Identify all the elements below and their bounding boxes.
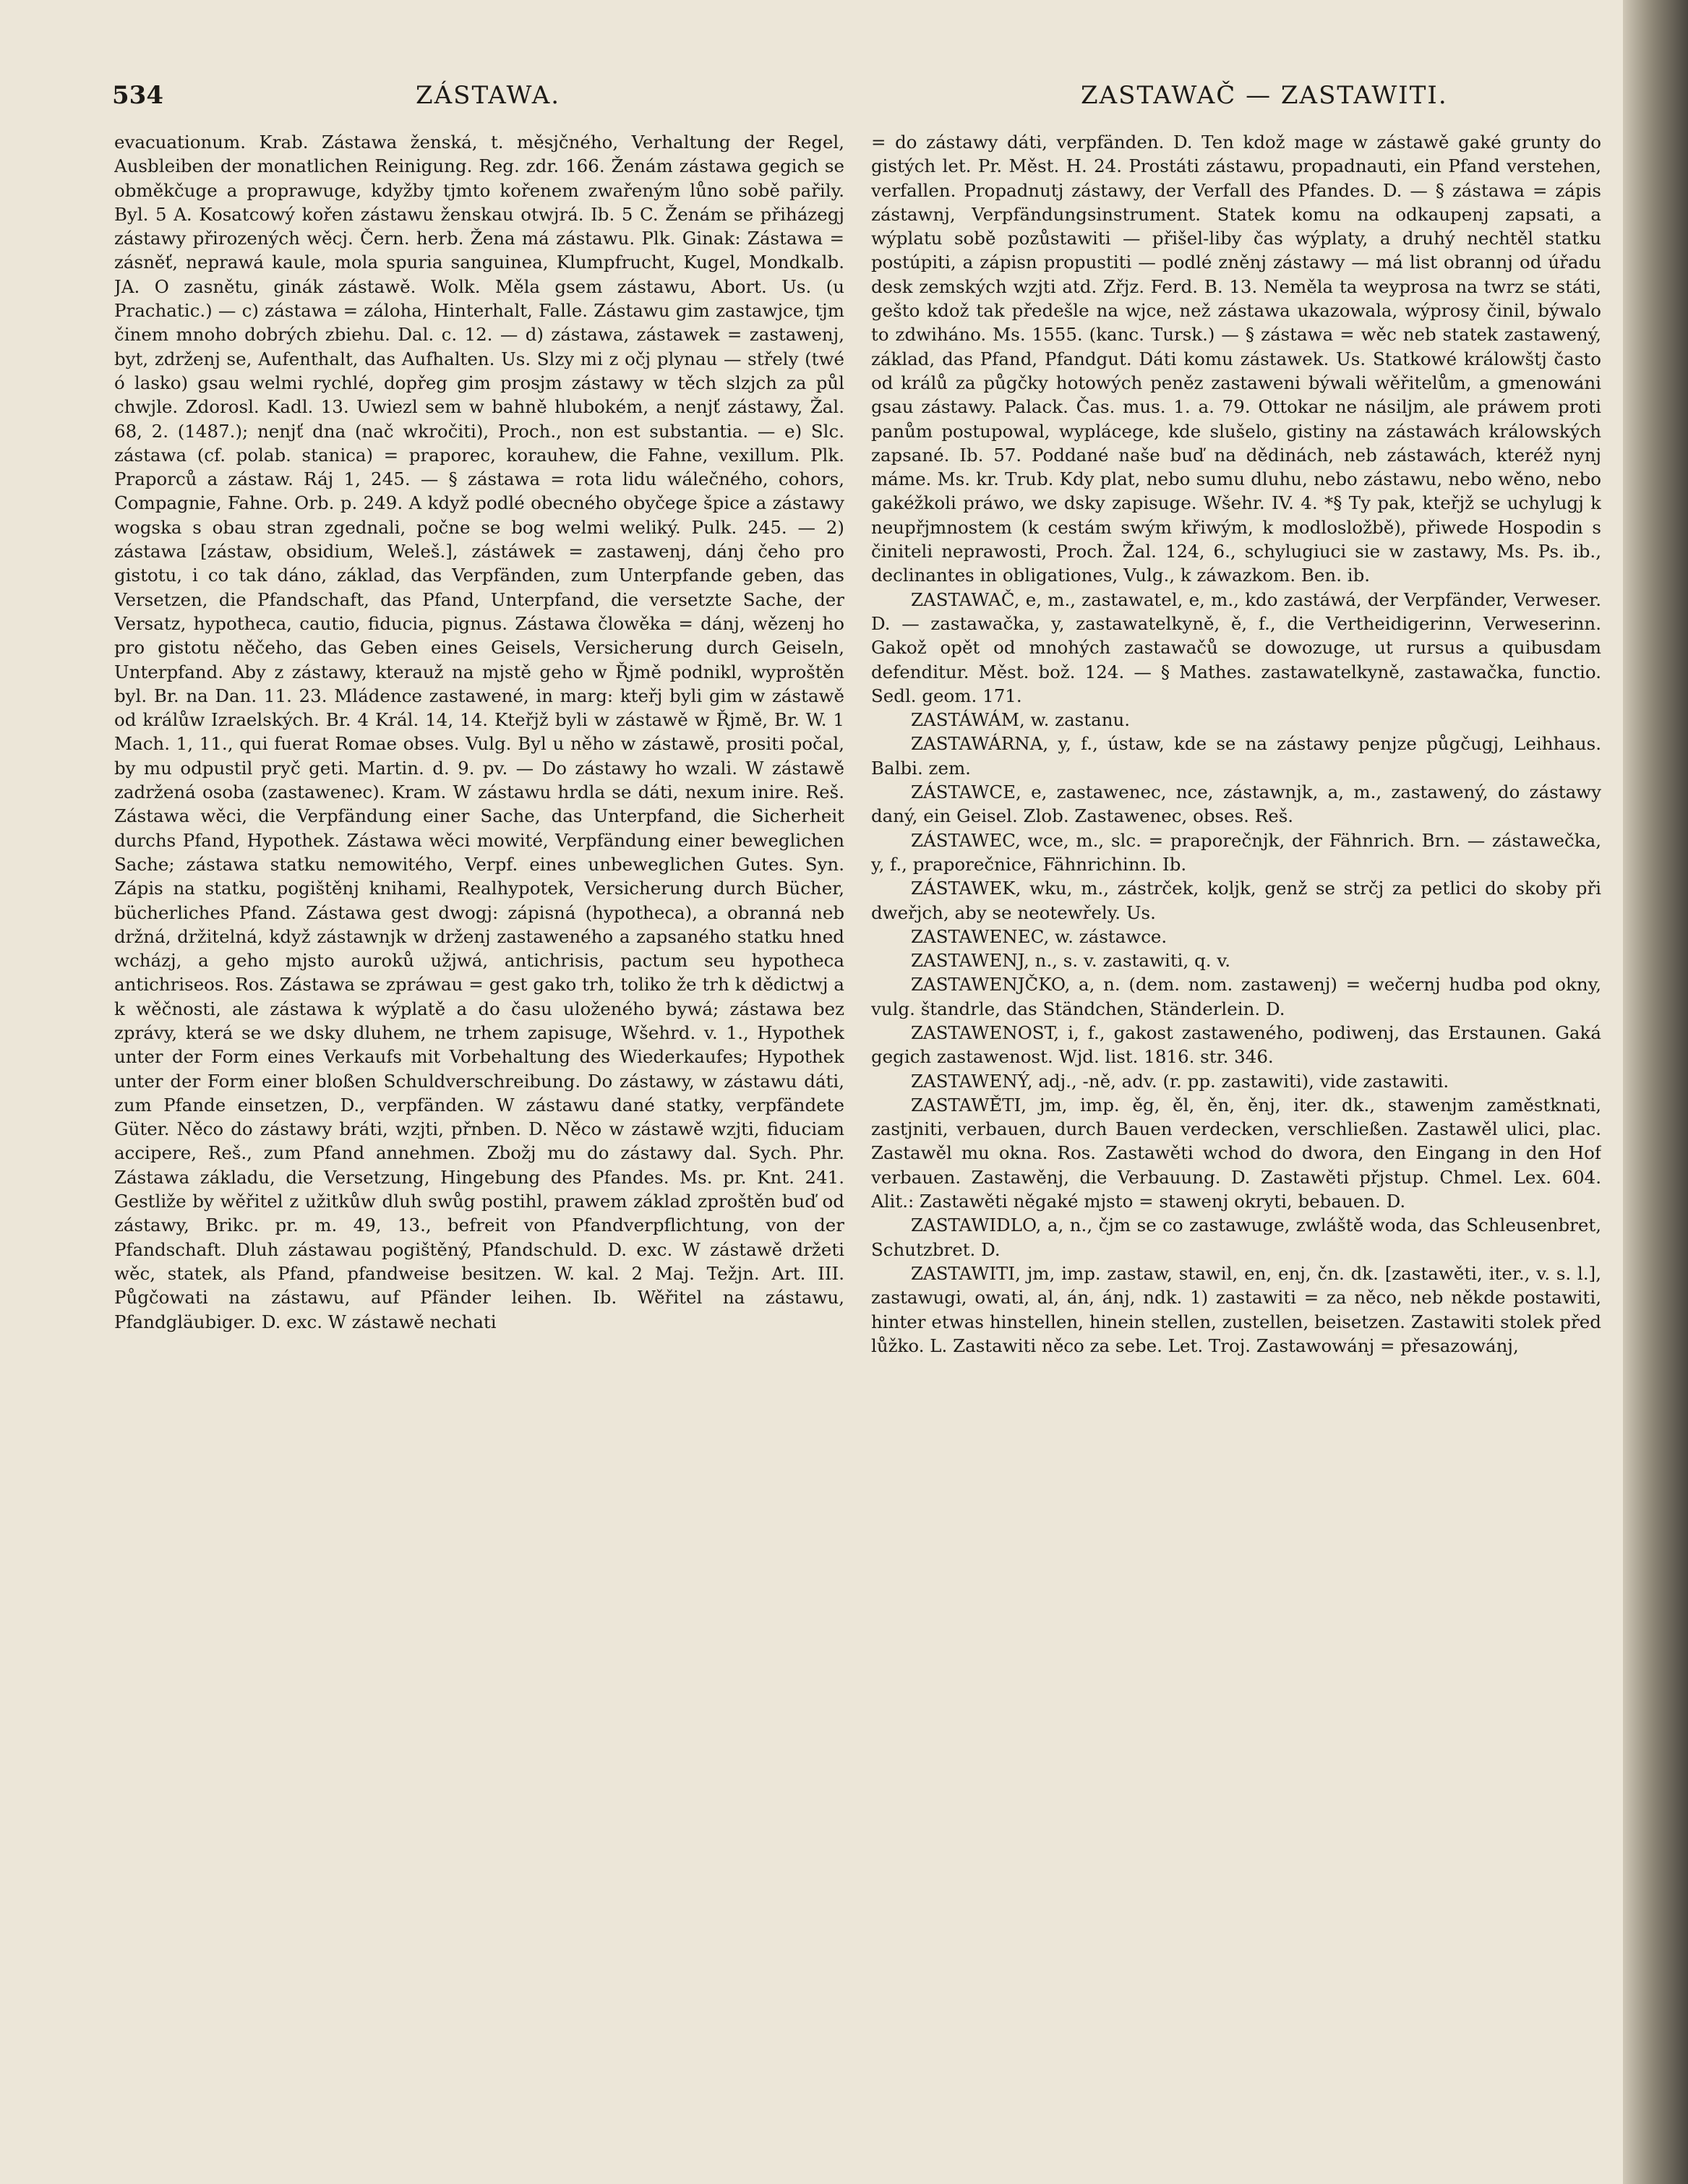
entry-zastawenec: ZASTAWENEC, w. zástawce. xyxy=(911,925,1168,947)
entry-zastawiti: ZASTAWITI, jm, imp. zastaw, stawil, en, enj, čn. dk. [zastawěti, iter., v. s. l.], zastawugi, owati, al, án, ánj, ndk. 1) zastawiti = za něco, neb někde postawiti, hinter etwas hinstellen, hinein stellen, zustellen, beisetzen. Zastawiti stolek před lůžko. L. Zastawiti něco za sebe. Let. Troj. Zastawowánj = přesazowánj, xyxy=(871,1262,1601,1356)
book-spine xyxy=(1623,0,1688,2184)
entry-zastawce: ZÁSTAWCE, e, zastawenec, nce, zástawnjk, a, m., zastawený, do zástawy daný, ein Geisel. Zlob. Zastawenec, obses. Reš. xyxy=(871,781,1601,827)
page-header xyxy=(112,81,1598,124)
entry-zastawec: ZÁSTAWEC, wce, m., slc. = praporečnjk, der Fähnrich. Brn. — zástawečka, y, f., praporečnice, Fähnrichinn. Ib. xyxy=(871,829,1601,875)
entry-zastawam: ZASTÁWÁM, w. zastanu. xyxy=(911,709,1131,731)
right-column xyxy=(871,130,1601,2154)
entry-text: evacuationum. Krab. Zástawa ženská, t. měsjčného, Verhaltung der Regel, Ausbleiben der monatlichen Reinigung. Reg. zdr. 166. Ženám zástawa gegich se obměkčuge a proprawuge, kdyžby tjmto kořenem zwařeným lůno sobě pařily. Byl. 5 A. Kosatcowý kořen zástawu ženskau otwjrá. Ib. 5 C. Ženám se přiházegj zástawy přirozených wěcj. Čern. herb. Žena má zástawu. Plk. Ginak: Zástawa = zásněť, neprawá kaule, mola spuria sanguinea, Klumpfrucht, Kugel, Mondkalb. JA. O zasnětu, ginák zástawě. Wolk. Měla gsem zástawu, Abort. Us. (u Prachatic.) — c) zástawa = záloha, Hinterhalt, Falle. Zástawu gim zastawjce, tjm činem mnoho dobrých zbiehu. Dal. c. 12. — d) zástawa, zástawek = zastawenj, byt, zdrženj se, Aufenthalt, das Aufhalten. Us. Slzy mi z očj plynau — střely (twé ó lasko) gsau welmi rychlé, dopřeg gim prosjm zástawy w těch slzjch za půl chwjle. Zdorosl. Kadl. 13. Uwiezl sem w bahně hlubokém, a nenjť zástawy, Žal. 68, 2. (1487.); nenjť dna (nač wkročiti), Proch., non est substantia. — e) Slc. zástawa (cf. polab. stanica) = praporec, korauhew, die Fahne, vexillum. Plk. Praporců a zástaw. Ráj 1, 245. — § zástawa = rota lidu wálečného, cohors, Compagnie, Fahne. Orb. p. 249. A když podlé obecného obyčege špice a zástawy wogska s obau stran zgednali, počne se bog welmi weliký. Pulk. 245. — 2) zástawa [zástaw, obsidium, Weleš.], zástáwek = zastawenj, dánj čeho pro gistotu, i co tak dáno, základ, das Verpfänden, zum Unterpfande geben, das Versetzen, die Pfandschaft, das Pfand, Unterpfand, die versetzte Sache, der Versatz, hypotheca, cautio, fiducia, pignus. Zástawa člowěka = dánj, wězenj ho pro gistotu něčeho, das Geben eines Geisels, Versicherung durch Geiseln, Unterpfand. Aby z zástawy, kterauž na mjstě geho w Řjmě podnikl, wyproštěn byl. Br. na Dan. 11. 23. Mládence zastawené, in marg: kteřj byli gim w zástawě od králůw Izraelských. Br. 4 Král. 14, 14. Kteřjž byli w zástawě w Řjmě, Br. W. 1 Mach. 1, 11., qui fuerat Romae obses. Vulg. Byl u něho w zástawě, prositi počal, by mu odpustil pryč geti. Martin. d. 9. pv. — Do zástawy ho wzali. W zástawě zadržená osoba (zastawenec). Kram. W zástawu hrdla se dáti, nexum inire. Reš. Zástawa wěci, die Verpfändung einer Sache, das Unterpfand, die Sicherheit durchs Pfand, Hypothek. Zástawa wěci mowité, Verpfändung einer beweglichen Sache; zástawa statku nemowitého, Verpf. eines unbeweglichen Gutes. Syn. Zápis na statku, pogištěnj knihami, Realhypotek, Versicherung durch Bücher, bücherliches Pfand. Zástawa gest dwogj: zápisná (hypotheca), a obranná neb držná, držitelná, když zástawnjk w drženj zastaweného a zapsaného statku hned wcházj, a geho mjsto auroků užjwá, antichrisis, pactum seu hypotheca antichriseos. Ros. Zástawa se zpráwau = gest gako trh, toliko že trh k dědictwj a k wěčnosti, ale zástawa k wýplatě a do času uloženého bywá; zástawa bez zprávy, která se we dsky dluhem, ne trhem zapisuge, Wšehrd. v. 1., Hypothek unter der Form eines Verkaufs mit Vorbehaltung des Wiederkaufes; Hypothek unter der Form einer bloßen Schuldverschreibung. Do zástawy, w zástawu dáti, zum Pfande einsetzen, D., verpfänden. W zástawu dané statky, verpfändete Güter. Něco do zástawy bráti, wzjti, přnben. D. Něco w zástawě wzjti, fiduciam accipere, Reš., zum Pfand annehmen. Zbožj mu do zástawy dal. Sych. Phr. Zástawa základu, die Versetzung, Hingebung des Pfandes. Ms. pr. Knt. 241. Gestliže by wěřitel z užitkůw dluh swůg postihl, prawem základ zproštěn buď od zástawy, Brikc. pr. m. 49, 13., befreit von Pfandverpflichtung, von der Pfandschaft. Dluh zástawau pogištěný, Pfandschuld. D. exc. W zástawě držeti wěc, statek, als Pfand, pfandweise besitzen. W. kal. 2 Maj. Težjn. Art. III. Půgčowati na zástawu, auf Pfänder leihen. Ib. Wěřitel na zástawu, Pfandgläubiger. D. exc. W zástawě nechati xyxy=(114,132,844,1332)
entry-zastaweti: ZASTAWĚTI, jm, imp. ěg, ěl, ěn, ěnj, iter. dk., stawenjm zaměstknati, zastjniti, verbauen, durch Bauen verdecken, verschließen. Zastawěl ulici, plac. Zastawěl mu okna. Ros. Zastawěti wchod do dwora, den Eingang in den Hof verbauen. Zastawěnj, die Verbauung. D. Zastawěti přjstup. Chmel. Lex. 604. Alit.: Zastawěti něgaké mjsto = stawenj okryti, bebauen. D. xyxy=(871,1094,1601,1212)
left-column xyxy=(114,130,844,2154)
entry-zastaweny: ZASTAWENÝ, adj., -ně, adv. (r. pp. zastawiti), vide zastawiti. xyxy=(911,1070,1449,1092)
entry-zastawarna: ZASTAWÁRNA, y, f., ústaw, kde se na zástawy penjze půgčugj, Leihhaus. Balbi. zem. xyxy=(871,733,1601,779)
entry-zastawac: ZASTAWAČ, e, m., zastawatel, e, m., kdo zastáwá, der Verpfänder, Verweser. D. — zastawačka, y, zastawatelkyně, ě, f., die Vertheidigerinn, Verweserinn. Gakož opět od mnohých zastawačů se dowozuge, ut rursus a quibusdam defenditur. Měst. bož. 124. — § Mathes. zastawatelkyně, zastawačka, functio. Sedl. geom. 171. xyxy=(871,588,1601,706)
right-running-title: ZASTAWAČ — ZASTAWITI. xyxy=(1081,81,1448,110)
entry-zastawenjcko: ZASTAWENJČKO, a, n. (dem. nom. zastawenj) = wečernj hudba pod okny, vulg. štandrle, das Ständchen, Ständerlein. D. xyxy=(871,974,1601,1019)
left-running-title: ZÁSTAWA. xyxy=(416,81,561,110)
entry-zastawenost: ZASTAWENOST, i, f., gakost zastaweného, podiwenj, das Erstaunen. Gaká gegich zastawenost. Wjd. list. 1816. str. 346. xyxy=(871,1022,1601,1068)
entry-zastawidlo: ZASTAWIDLO, a, n., čjm se co zastawuge, zwláště woda, das Schleusenbret, Schutzbret. D. xyxy=(871,1215,1601,1260)
entry-text: = do zástawy dáti, verpfänden. D. Ten kdož mage w zástawě gaké grunty do gistých let. Pr. Měst. H. 24. Prostáti zástawu, propadnauti, ein Pfand verstehen, verfallen. Propadnutj zástawy, der Verfall des Pfandes. D. — § zástawa = zápis zástawnj, Verpfändungsinstrument. Statek komu na odkaupenj zapsati, a wýplatu sobě pozůstawiti — přišel-liby čas wýplaty, a druhý nechtěl statku postúpiti, a zápisn propustiti — podlé zněnj zástawy — má list obrannj od úřadu desk zemských wzjti atd. Zřjz. Ferd. B. 13. Neměla ta weyprosa na twrz se státi, gešto kdož tak předešle na wjce, než zástawa ukazowala, wýprosy činil, býwalo to zdwiháno. Ms. 1555. (kanc. Tursk.) — § zástawa = wěc neb statek zastawený, základ, das Pfand, Pfandgut. Dáti komu zástawek. Us. Statkowé králowštj často od králů za půgčky hotowých peněz zastaweni býwali wěřitelům, a gmenowáni gsau zástawy. Palack. Čas. mus. 1. a. 79. Ottokar ne násiljm, ale práwem proti panům postupowal, wyplácege, kde slušelo, gistiny na zástawách králowských zapsané. Ib. 57. Poddané naše buď na dědinách, neb zástawách, kteréž nynj máme. Ms. kr. Trub. Kdy plat, nebo sumu dluhu, nebo zástawu, nebo wěno, nebo gakéžkoli práwo, we dsky zapisuge. Wšehr. IV. 4. *§ Ty pak, kteřjž se uchylugj k neupřjmnostem (k cestám swým křiwým, k modlosložbě), přiwede Hospodin s činiteli neprawosti, Proch. Žal. 124, 6., schylugiuci sie w zastawy, Ms. Ps. ib., declinantes in obligationes, Vulg., k záwazkom. Ben. ib. xyxy=(871,132,1601,586)
entry-zastawenj: ZASTAWENJ, n., s. v. zastawiti, q. v. xyxy=(911,950,1231,972)
entry-zastawek: ZÁSTAWEK, wku, m., zástrček, koljk, genž se strčj za petlici do skoby při dweřjch, aby se neotewřely. Us. xyxy=(871,878,1601,923)
page-number: 534 xyxy=(112,81,163,110)
